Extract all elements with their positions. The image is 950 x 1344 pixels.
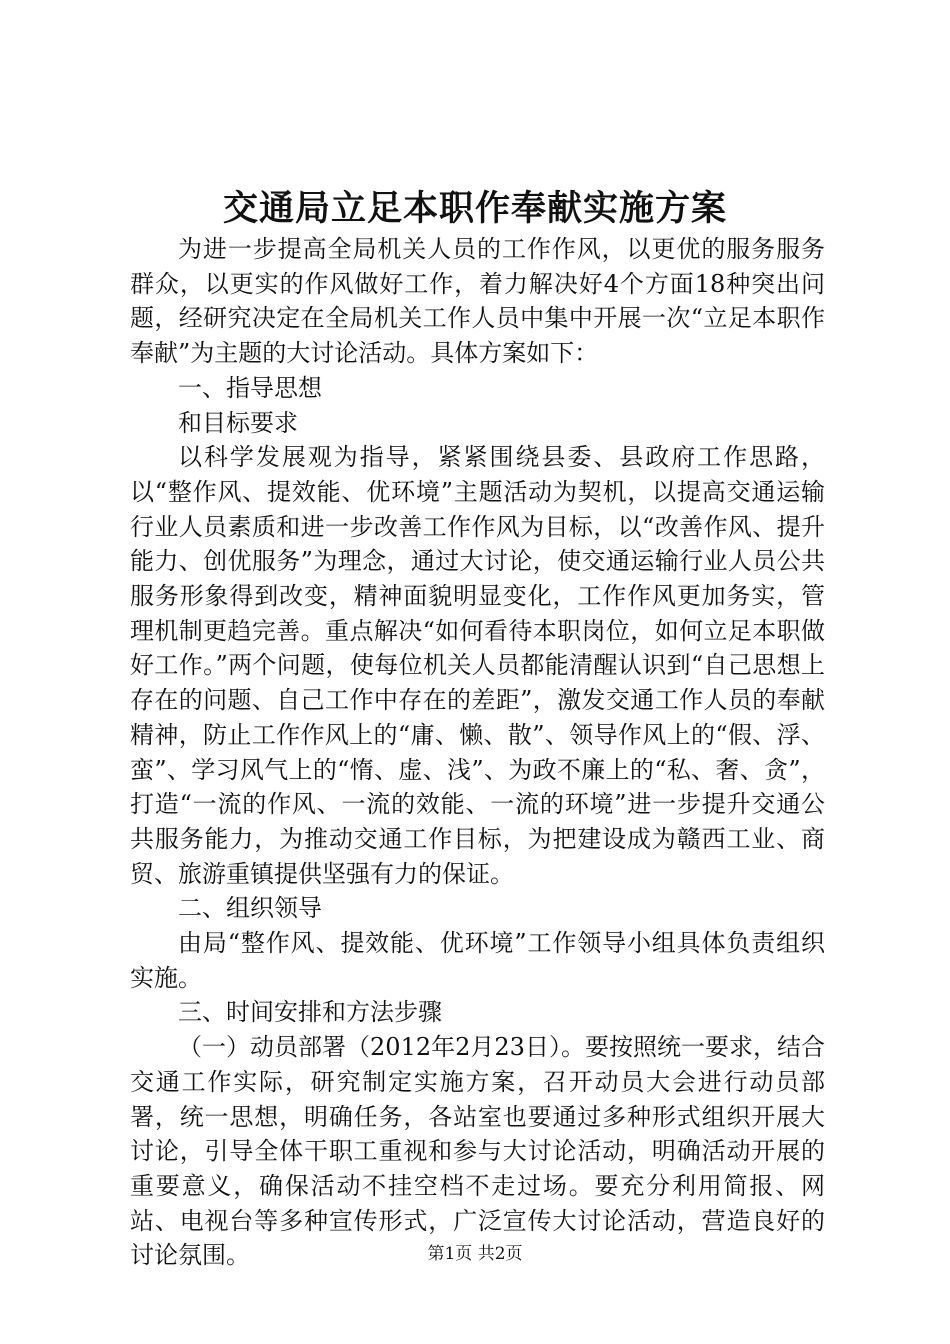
document-title: 交通局立足本职作奉献实施方案 xyxy=(222,188,727,229)
page-footer: 第1页 共2页 xyxy=(427,1244,523,1264)
intro-paragraph: 为进一步提高全局机关人员的工作作风，以更优的服务服务群众，以更实的作风做好工作，着力解决好4个方面18种突出问题，经研究决定在全局机关工作人员中集中开展一次“立足本职作奉献”为主题的大讨论活动。具体方案如下： xyxy=(130,235,825,368)
section-heading-2: 二、组织领导 xyxy=(178,894,322,923)
organization-paragraph: 由局“整作风、提效能、优环境”工作领导小组具体负责组织实施。 xyxy=(130,929,825,992)
document-body xyxy=(130,232,825,1273)
mobilization-paragraph: （一）动员部署（2012年2月23日）。要按照统一要求，结合交通工作实际，研究制定实施方案，召开动员大会进行动员部署，统一思想，明确任务，各站室也要通过多种形式组织开展大讨论，引导全体干职工重视和参与大讨论活动，明确活动开展的重要意义，确保活动不挂空档不走过场。要充分利用简报、网站、电视台等多种宣传形式，广泛宣传大讨论活动，营造良好的讨论氛围。 xyxy=(130,1033,825,1270)
guiding-thought-paragraph: 以科学发展观为指导，紧紧围绕县委、县政府工作思路，以“整作风、提效能、优环境”主题活动为契机，以提高交通运输行业人员素质和进一步改善工作作风为目标，以“改善作风、提升能力、创优服务”为理念，通过大讨论，使交通运输行业人员公共服务形象得到改变，精神面貌明显变化，工作作风更加务实，管理机制更趋完善。重点解决“如何看待本职岗位，如何立足本职做好工作。”两个问题，使每位机关人员都能清醒认识到“自己思想上存在的问题、自己工作中存在的差距”，激发交通工作人员的奉献精神，防止工作作风上的“庸、懒、散”、领导作风上的“假、浮、蛮”、学习风气上的“惰、虚、浅”、为政不廉上的“私、奢、贪”，打造“一流的作风、一流的效能、一流的环境”进一步提升交通公共服务能力，为推动交通工作目标，为把建设成为赣西工业、商贸、旅游重镇提供坚强有力的保证。 xyxy=(130,443,825,888)
section-heading-1-continued: 和目标要求 xyxy=(178,408,298,437)
section-heading-1: 一、指导思想 xyxy=(178,373,322,402)
section-heading-3: 三、时间安排和方法步骤 xyxy=(178,998,442,1027)
